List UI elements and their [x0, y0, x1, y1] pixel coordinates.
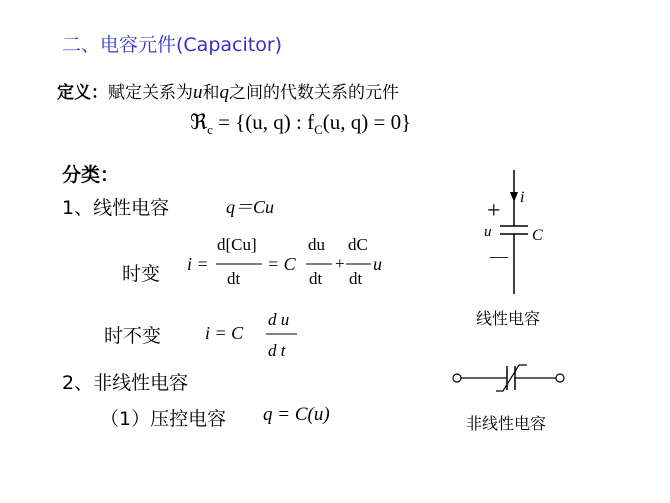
time-invariant-label: 时不变 [104, 325, 162, 347]
current-arrow-icon [510, 192, 518, 202]
formula-symbol: ℜ [190, 110, 208, 134]
eq-ti-num: d u [268, 310, 290, 329]
formula-f-sub: C [314, 122, 323, 138]
time-invariant-equation [205, 306, 305, 366]
time-varying-label: 时变 [122, 263, 161, 285]
cap-plus-label: + [487, 198, 501, 224]
nonlinear-relation: q = C(u) [263, 404, 330, 425]
linear-heading: 1、线性电容 [62, 197, 170, 219]
voltage-controlled-label: （1）压控电容 [100, 408, 227, 430]
constitutive-formula [190, 110, 411, 138]
definition-and: 和 [202, 83, 220, 103]
definition-label: 定义： [57, 83, 108, 103]
eq-tv-den3: dt [349, 269, 363, 288]
eq-tv-den2: dt [309, 269, 323, 288]
definition-var-u: u [193, 82, 203, 103]
linear-capacitor-symbol [480, 170, 560, 300]
page-title: 二、电容元件(Capacitor) [62, 34, 283, 56]
formula-set-open: = {(u, q) : f [218, 110, 315, 134]
terminal-left-icon [453, 374, 461, 382]
definition-post: 之间的代数关系的元件 [229, 83, 399, 103]
cap-voltage-label: u [484, 224, 492, 240]
eq-ti-lhs: i = C [205, 323, 244, 343]
eq-tv-eq2: = C [267, 254, 296, 274]
terminal-right-icon [556, 374, 564, 382]
definition-var-q: q [219, 82, 229, 103]
eq-tv-num1: d[Cu] [217, 235, 257, 254]
eq-tv-num3: dC [348, 235, 368, 254]
time-varying-equation [185, 228, 385, 294]
eq-tv-num2: du [308, 235, 325, 254]
nonlinear-capacitor-caption: 非线性电容 [466, 414, 547, 433]
cap-name-label: C [532, 227, 543, 244]
formula-set-close: (u, q) = 0} [322, 110, 412, 134]
eq-tv-lhs: i = [187, 254, 209, 274]
eq-ti-den: d t [268, 341, 286, 360]
eq-tv-plus: + [335, 254, 345, 273]
nonlinear-heading: 2、非线性电容 [62, 372, 189, 394]
eq-tv-den1: dt [227, 269, 241, 288]
classification-heading: 分类： [62, 164, 120, 186]
definition [57, 78, 399, 104]
linear-relation: q＝Cu [226, 197, 275, 217]
definition-pre: 赋定关系为 [108, 83, 193, 103]
linear-capacitor-caption: 线性电容 [476, 309, 541, 328]
nonlinear-capacitor-symbol [450, 360, 570, 400]
cap-current-label: i [520, 189, 525, 206]
formula-symbol-sub: c [207, 122, 213, 138]
eq-tv-tail: u [373, 254, 382, 274]
cap-minus-label: — [490, 246, 508, 266]
